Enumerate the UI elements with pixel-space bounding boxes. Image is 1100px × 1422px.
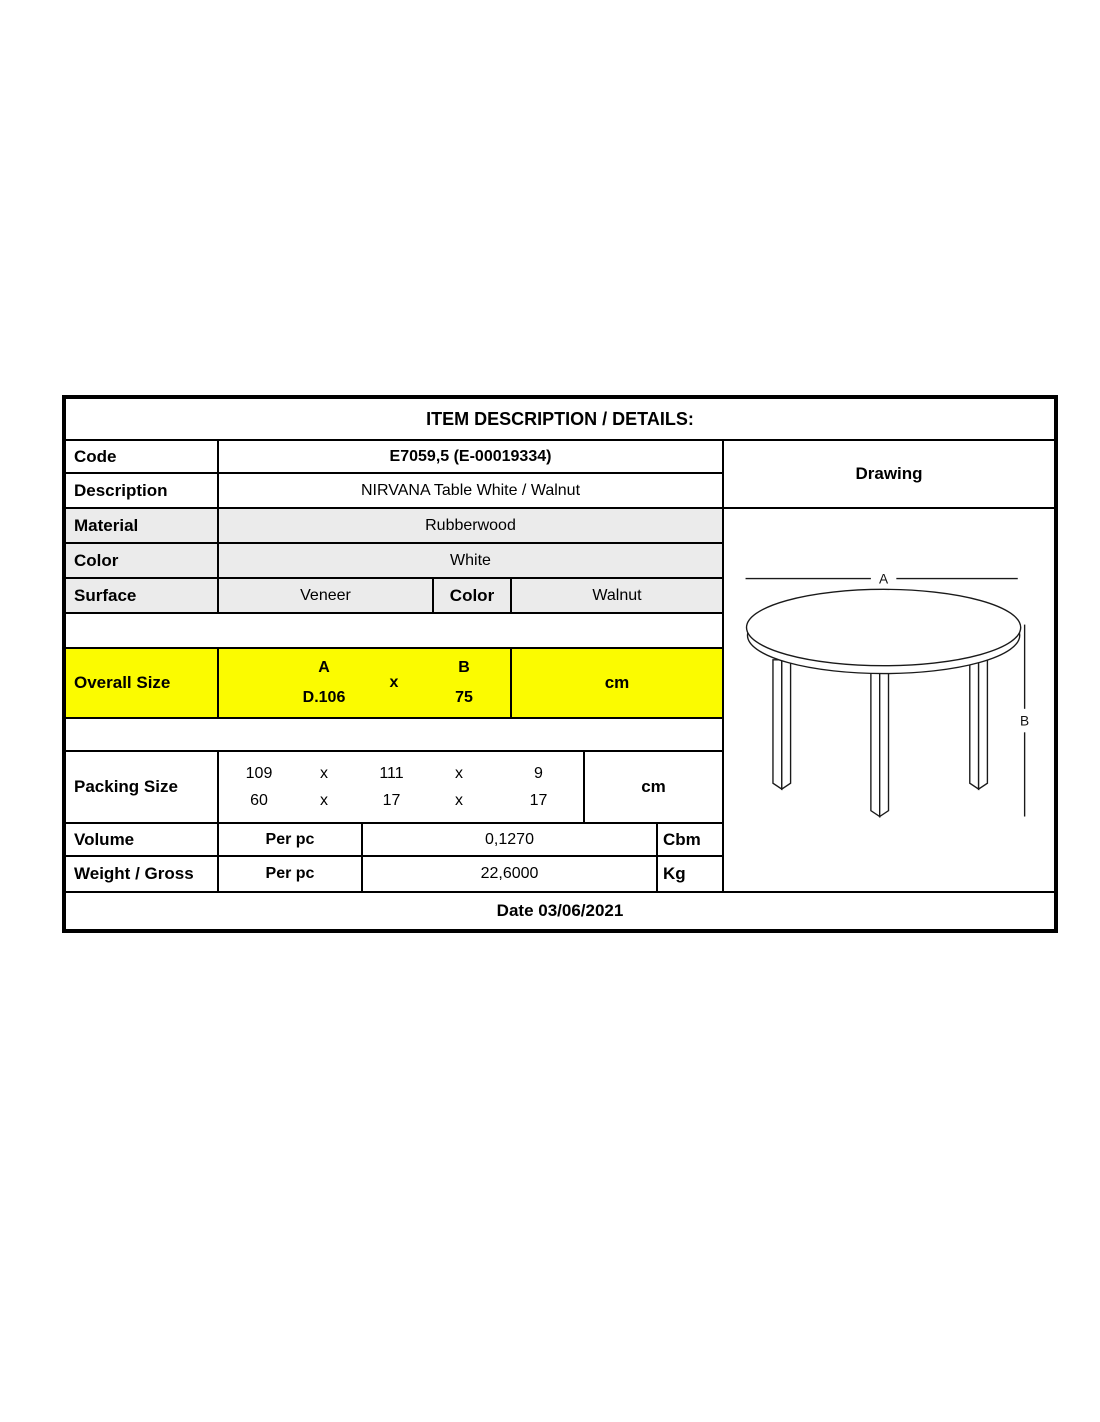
packing-separator: x xyxy=(455,791,463,809)
packing-line-2 xyxy=(219,792,583,810)
packing-value: 111 xyxy=(379,764,404,782)
weight-per-pc: Per pc xyxy=(219,857,363,891)
packing-line-1 xyxy=(219,765,583,783)
overall-size-label: Overall Size xyxy=(66,649,219,717)
dim-a-header: A xyxy=(318,659,330,676)
packing-size-label: Packing Size xyxy=(66,752,219,822)
material-label: Material xyxy=(66,509,219,542)
row-description xyxy=(66,474,722,509)
row-weight-gross xyxy=(66,857,722,891)
packing-size-dimensions xyxy=(219,752,585,822)
volume-value: 0,1270 xyxy=(363,824,658,855)
table-top xyxy=(747,589,1021,673)
dim-separator: x xyxy=(389,674,399,691)
table-title: ITEM DESCRIPTION / DETAILS: xyxy=(66,399,1054,441)
spacer-row xyxy=(66,614,722,649)
table-legs xyxy=(773,660,987,817)
surface-value: Veneer xyxy=(219,579,434,612)
packing-value: 109 xyxy=(245,764,273,782)
weight-label: Weight / Gross xyxy=(66,857,219,891)
spec-columns xyxy=(66,441,722,891)
drawing-column xyxy=(722,441,1054,891)
code-label: Code xyxy=(66,441,219,472)
row-surface xyxy=(66,579,722,614)
description-value: NIRVANA Table White / Walnut xyxy=(360,481,581,499)
row-packing-size xyxy=(66,752,722,824)
color-label: Color xyxy=(66,544,219,577)
packing-size-unit: cm xyxy=(641,777,666,796)
spacer-row xyxy=(66,719,722,752)
material-value: Rubberwood xyxy=(425,516,516,534)
surface-color-value: Walnut xyxy=(592,586,642,604)
weight-unit: Kg xyxy=(663,864,686,883)
row-color xyxy=(66,544,722,579)
surface-color-label: Color xyxy=(434,579,512,612)
packing-value: 17 xyxy=(529,791,548,809)
packing-separator: x xyxy=(320,764,328,782)
dim-a-value: D.106 xyxy=(302,689,346,706)
table-body xyxy=(66,441,1054,891)
description-label: Description xyxy=(66,474,219,507)
packing-separator: x xyxy=(320,791,328,809)
volume-label: Volume xyxy=(66,824,219,855)
volume-per-pc: Per pc xyxy=(219,824,363,855)
dim-a-marker: A xyxy=(879,571,889,587)
item-details-table xyxy=(62,395,1058,933)
overall-size-unit: cm xyxy=(604,673,630,692)
code-value: E7059,5 (E-00019334) xyxy=(389,447,552,465)
row-code xyxy=(66,441,722,474)
dim-b-marker: B xyxy=(1020,713,1030,729)
weight-value: 22,6000 xyxy=(363,857,658,891)
packing-separator: x xyxy=(455,764,463,782)
overall-size-dimensions xyxy=(219,649,512,717)
color-value: White xyxy=(450,551,491,569)
date-footer: Date 03/06/2021 xyxy=(66,891,1054,929)
drawing-title: Drawing xyxy=(724,441,1054,509)
surface-label: Surface xyxy=(66,579,219,612)
drawing-canvas xyxy=(724,509,1054,891)
packing-value: 60 xyxy=(250,791,268,809)
dim-b-value: 75 xyxy=(455,689,473,706)
row-overall-size xyxy=(66,649,722,719)
volume-unit: Cbm xyxy=(663,829,701,849)
row-volume xyxy=(66,824,722,857)
packing-value: 9 xyxy=(534,764,543,782)
table-technical-drawing xyxy=(724,509,1054,891)
packing-value: 17 xyxy=(382,791,401,809)
dim-b-header: B xyxy=(458,659,470,676)
row-material xyxy=(66,509,722,544)
